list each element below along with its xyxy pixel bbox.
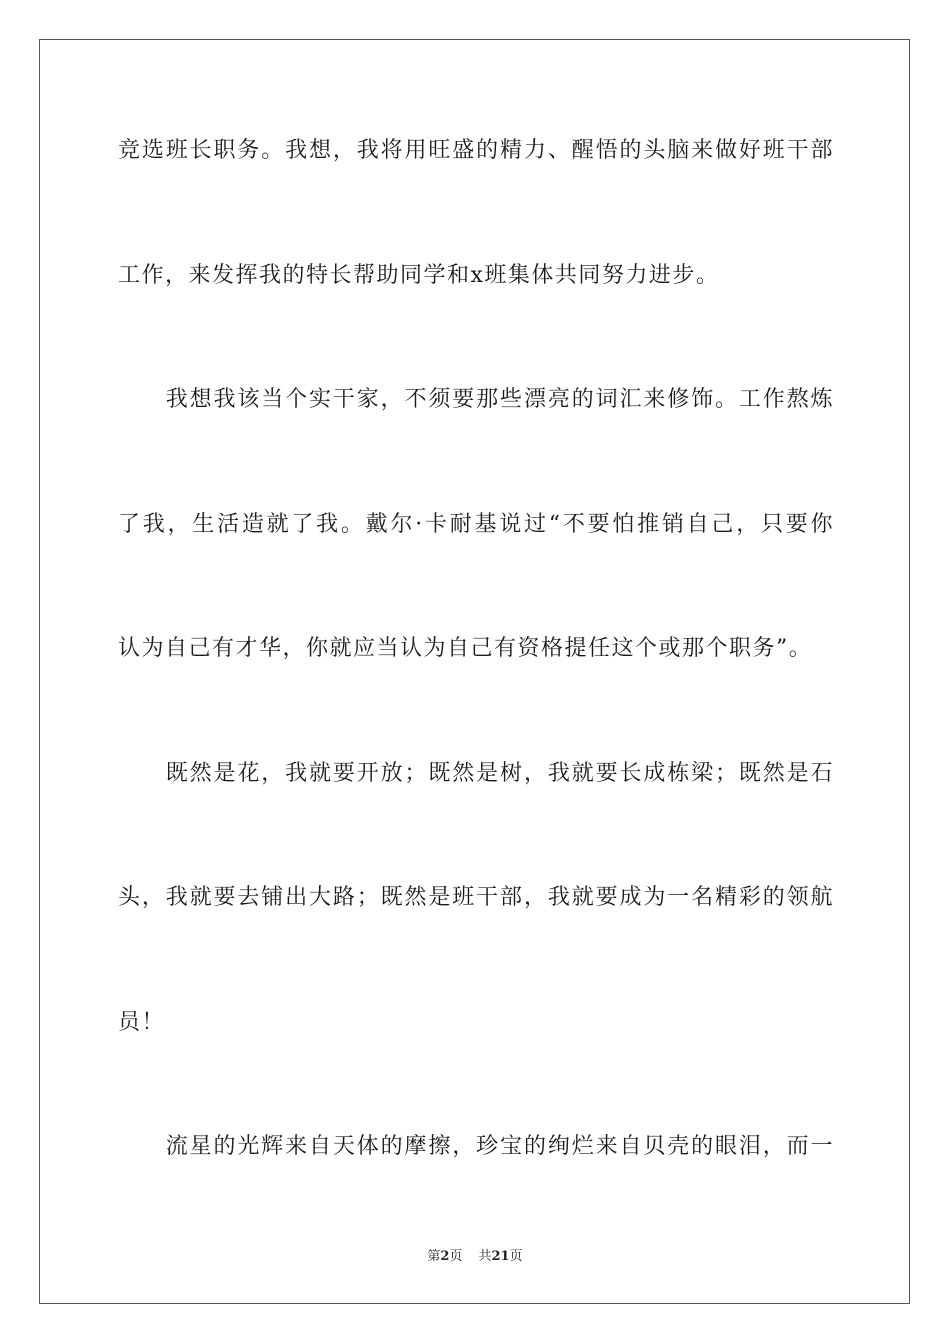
footer-page-prefix: 第	[427, 1249, 441, 1264]
page-border	[39, 39, 910, 1304]
text-line-9: 流星的光辉来自天体的摩擦，珍宝的绚烂来自贝壳的眼泪，而一	[118, 1134, 834, 1159]
footer-total-suffix: 页	[509, 1249, 523, 1264]
text-line-5: 认为自己有才华，你就应当认为自己有资格提任这个或那个职务”。	[118, 636, 813, 661]
footer-page-suffix: 页	[449, 1249, 463, 1264]
text-line-3: 我想我该当个实干家，不须要那些漂亮的词汇来修饰。工作熬炼	[118, 387, 834, 412]
text-line-4: 了我，生活造就了我。戴尔·卡耐基说过“不要怕推销自己，只要你	[118, 512, 834, 537]
footer-page-number: 2	[440, 1249, 450, 1264]
text-line-1: 竞选班长职务。我想，我将用旺盛的精力、醒悟的头脑来做好班干部	[118, 138, 834, 163]
text-line-8: 员！	[118, 1010, 166, 1035]
page-footer	[0, 1248, 950, 1266]
text-line-7: 头，我就要去铺出大路；既然是班干部，我就要成为一名精彩的领航	[118, 885, 834, 910]
footer-total-prefix: 共	[478, 1249, 492, 1264]
footer-total-pages: 21	[491, 1249, 510, 1264]
text-line-6: 既然是花，我就要开放；既然是树，我就要长成栋梁；既然是石	[118, 761, 834, 786]
text-line-2: 工作，来发挥我的特长帮助同学和x班集体共同努力进步。	[118, 263, 720, 288]
